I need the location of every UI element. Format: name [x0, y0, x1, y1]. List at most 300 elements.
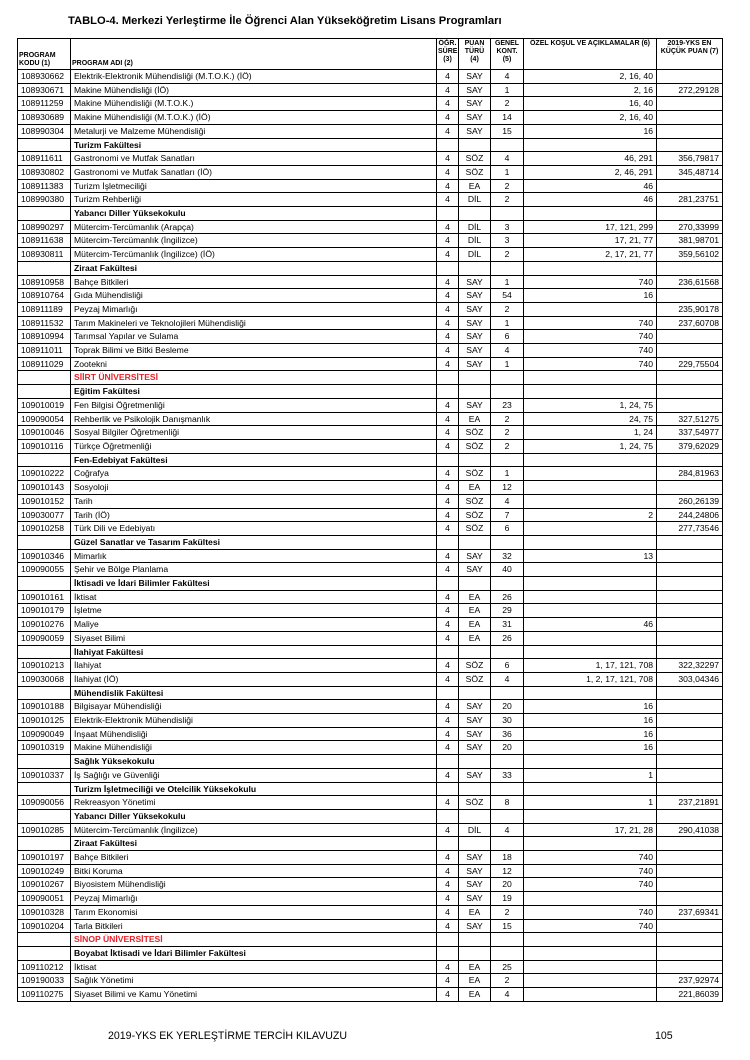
- empty-cell: [18, 686, 71, 700]
- quota-cell: 25: [491, 960, 524, 974]
- score-type-cell: SAY: [459, 111, 491, 125]
- table-row: [18, 864, 723, 878]
- empty-cell: [437, 577, 459, 591]
- score-type-cell: SÖZ: [459, 439, 491, 453]
- min-score-cell: 237,60708: [657, 316, 723, 330]
- program-name-cell: Mütercim-Tercümanlık (Arapça): [71, 220, 437, 234]
- empty-cell: [657, 686, 723, 700]
- table-row: [18, 741, 723, 755]
- notes-cell: 2, 46, 291: [524, 165, 657, 179]
- table-row: [18, 316, 723, 330]
- min-score-cell: 236,61568: [657, 275, 723, 289]
- faculty-header-row: [18, 755, 723, 769]
- quota-cell: 2: [491, 248, 524, 262]
- table-title: TABLO-4. Merkezi Yerleştirme İle Öğrenci Alan Yükseköğretim Lisans Programları: [68, 15, 502, 27]
- empty-cell: [657, 385, 723, 399]
- program-name-cell: İlahiyat (İÖ): [71, 672, 437, 686]
- empty-cell: [459, 535, 491, 549]
- quota-cell: 1: [491, 316, 524, 330]
- program-name-cell: Rekreasyon Yönetimi: [71, 796, 437, 810]
- min-score-cell: 337,54977: [657, 426, 723, 440]
- score-type-cell: SÖZ: [459, 152, 491, 166]
- program-code-cell: 109010258: [18, 522, 71, 536]
- duration-cell: 4: [437, 70, 459, 84]
- program-name-cell: Bahçe Bitkileri: [71, 275, 437, 289]
- table-row: [18, 234, 723, 248]
- program-code-cell: 108990297: [18, 220, 71, 234]
- quota-cell: 4: [491, 344, 524, 358]
- faculty-name: Yabancı Diller Yüksekokulu: [71, 207, 437, 221]
- faculty-header-row: [18, 947, 723, 961]
- min-score-cell: 277,73546: [657, 522, 723, 536]
- min-score-cell: [657, 289, 723, 303]
- duration-cell: 4: [437, 412, 459, 426]
- min-score-cell: 345,48714: [657, 165, 723, 179]
- quota-cell: 6: [491, 330, 524, 344]
- duration-cell: 4: [437, 439, 459, 453]
- notes-cell: 1, 24, 75: [524, 439, 657, 453]
- faculty-header-row: [18, 385, 723, 399]
- duration-cell: 4: [437, 549, 459, 563]
- quota-cell: 31: [491, 618, 524, 632]
- notes-cell: 2, 16: [524, 83, 657, 97]
- empty-cell: [437, 686, 459, 700]
- score-type-cell: SAY: [459, 316, 491, 330]
- notes-cell: 16: [524, 289, 657, 303]
- quota-cell: 2: [491, 179, 524, 193]
- table-row: [18, 97, 723, 111]
- program-code-cell: 108930689: [18, 111, 71, 125]
- duration-cell: 4: [437, 522, 459, 536]
- notes-cell: [524, 892, 657, 906]
- quota-cell: 3: [491, 234, 524, 248]
- program-code-cell: 109010285: [18, 823, 71, 837]
- notes-cell: 1: [524, 768, 657, 782]
- table-row: [18, 796, 723, 810]
- notes-cell: [524, 960, 657, 974]
- quota-cell: 4: [491, 494, 524, 508]
- program-name-cell: Siyaset Bilimi ve Kamu Yönetimi: [71, 988, 437, 1002]
- faculty-name: Güzel Sanatlar ve Tasarım Fakültesi: [71, 535, 437, 549]
- quota-cell: 14: [491, 111, 524, 125]
- duration-cell: 4: [437, 275, 459, 289]
- duration-cell: 4: [437, 741, 459, 755]
- program-code-cell: 109190033: [18, 974, 71, 988]
- notes-cell: 2: [524, 508, 657, 522]
- program-name-cell: Peyzaj Mimarlığı: [71, 892, 437, 906]
- table-row: [18, 823, 723, 837]
- table-row: [18, 83, 723, 97]
- program-name-cell: Toprak Bilimi ve Bitki Besleme: [71, 344, 437, 358]
- quota-cell: 2: [491, 193, 524, 207]
- score-type-cell: DİL: [459, 234, 491, 248]
- duration-cell: 4: [437, 563, 459, 577]
- faculty-header-row: [18, 809, 723, 823]
- min-score-cell: [657, 590, 723, 604]
- duration-cell: 4: [437, 111, 459, 125]
- notes-cell: 1: [524, 796, 657, 810]
- program-name-cell: Mütercim-Tercümanlık (İngilizce): [71, 234, 437, 248]
- notes-cell: 740: [524, 316, 657, 330]
- program-name-cell: İlahiyat: [71, 659, 437, 673]
- empty-cell: [657, 577, 723, 591]
- empty-cell: [657, 933, 723, 947]
- score-type-cell: DİL: [459, 823, 491, 837]
- program-name-cell: Makine Mühendisliği (M.T.O.K.): [71, 97, 437, 111]
- table-row: [18, 330, 723, 344]
- notes-cell: 1, 17, 121, 708: [524, 659, 657, 673]
- empty-cell: [524, 371, 657, 385]
- quota-cell: 19: [491, 892, 524, 906]
- notes-cell: [524, 974, 657, 988]
- empty-cell: [18, 933, 71, 947]
- table-row: [18, 302, 723, 316]
- table-row: [18, 988, 723, 1002]
- notes-cell: 1, 24: [524, 426, 657, 440]
- program-name-cell: Türk Dili ve Edebiyatı: [71, 522, 437, 536]
- score-type-cell: EA: [459, 905, 491, 919]
- table-row: [18, 398, 723, 412]
- university-name: SİNOP ÜNİVERSİTESİ: [71, 933, 437, 947]
- min-score-cell: [657, 330, 723, 344]
- duration-cell: 4: [437, 590, 459, 604]
- faculty-name: Turizm Fakültesi: [71, 138, 437, 152]
- empty-cell: [657, 453, 723, 467]
- notes-cell: 46: [524, 618, 657, 632]
- duration-cell: 4: [437, 316, 459, 330]
- table-row: [18, 631, 723, 645]
- empty-cell: [459, 645, 491, 659]
- empty-cell: [524, 261, 657, 275]
- table-body: [18, 70, 723, 1002]
- empty-cell: [18, 577, 71, 591]
- table-row: [18, 426, 723, 440]
- empty-cell: [491, 947, 524, 961]
- quota-cell: 4: [491, 823, 524, 837]
- empty-cell: [491, 755, 524, 769]
- empty-cell: [524, 453, 657, 467]
- program-name-cell: Mimarlık: [71, 549, 437, 563]
- program-code-cell: 108911611: [18, 152, 71, 166]
- program-name-cell: Metalurji ve Malzeme Mühendisliği: [71, 124, 437, 138]
- faculty-name: Yabancı Diller Yüksekokulu: [71, 809, 437, 823]
- duration-cell: 4: [437, 494, 459, 508]
- empty-cell: [491, 535, 524, 549]
- table-row: [18, 522, 723, 536]
- table-row: [18, 659, 723, 673]
- notes-cell: 740: [524, 851, 657, 865]
- table-row: [18, 672, 723, 686]
- empty-cell: [459, 755, 491, 769]
- programs-table: [17, 38, 723, 1002]
- program-name-cell: İktisat: [71, 590, 437, 604]
- faculty-name: Mühendislik Fakültesi: [71, 686, 437, 700]
- notes-cell: 1, 24, 75: [524, 398, 657, 412]
- notes-cell: [524, 590, 657, 604]
- quota-cell: 2: [491, 974, 524, 988]
- min-score-cell: [657, 481, 723, 495]
- empty-cell: [437, 385, 459, 399]
- empty-cell: [657, 535, 723, 549]
- program-code-cell: 109030077: [18, 508, 71, 522]
- program-code-cell: 108911011: [18, 344, 71, 358]
- quota-cell: 1: [491, 83, 524, 97]
- score-type-cell: SAY: [459, 398, 491, 412]
- faculty-name: Ziraat Fakültesi: [71, 261, 437, 275]
- empty-cell: [459, 686, 491, 700]
- score-type-cell: EA: [459, 618, 491, 632]
- quota-cell: 1: [491, 275, 524, 289]
- empty-cell: [657, 261, 723, 275]
- empty-cell: [491, 782, 524, 796]
- faculty-name: Fen-Edebiyat Fakültesi: [71, 453, 437, 467]
- score-type-cell: SÖZ: [459, 659, 491, 673]
- empty-cell: [491, 809, 524, 823]
- program-code-cell: 108911638: [18, 234, 71, 248]
- program-name-cell: İktisat: [71, 960, 437, 974]
- score-type-cell: SAY: [459, 878, 491, 892]
- duration-cell: 4: [437, 152, 459, 166]
- duration-cell: 4: [437, 878, 459, 892]
- quota-cell: 12: [491, 864, 524, 878]
- min-score-cell: [657, 111, 723, 125]
- program-name-cell: Zootekni: [71, 357, 437, 371]
- duration-cell: 4: [437, 481, 459, 495]
- program-name-cell: Maliye: [71, 618, 437, 632]
- program-name-cell: Rehberlik ve Psikolojik Danışmanlık: [71, 412, 437, 426]
- score-type-cell: EA: [459, 631, 491, 645]
- faculty-name: Sağlık Yüksekokulu: [71, 755, 437, 769]
- faculty-name: Eğitim Fakültesi: [71, 385, 437, 399]
- quota-cell: 4: [491, 988, 524, 1002]
- notes-cell: [524, 467, 657, 481]
- empty-cell: [524, 686, 657, 700]
- table-row: [18, 193, 723, 207]
- notes-cell: 24, 75: [524, 412, 657, 426]
- duration-cell: 4: [437, 892, 459, 906]
- program-name-cell: Fen Bilgisi Öğretmenliği: [71, 398, 437, 412]
- empty-cell: [524, 138, 657, 152]
- quota-cell: 15: [491, 124, 524, 138]
- quota-cell: 20: [491, 878, 524, 892]
- program-code-cell: 108911189: [18, 302, 71, 316]
- program-name-cell: Turizm İşletmeciliği: [71, 179, 437, 193]
- quota-cell: 20: [491, 700, 524, 714]
- min-score-cell: [657, 741, 723, 755]
- empty-cell: [491, 686, 524, 700]
- quota-cell: 7: [491, 508, 524, 522]
- program-code-cell: 109010046: [18, 426, 71, 440]
- duration-cell: 4: [437, 508, 459, 522]
- header-min-score: 2019-YKS EN KÜÇÜK PUAN (7): [657, 39, 723, 70]
- faculty-name: Ziraat Fakültesi: [71, 837, 437, 851]
- faculty-header-row: [18, 535, 723, 549]
- min-score-cell: 260,26139: [657, 494, 723, 508]
- notes-cell: 17, 21, 28: [524, 823, 657, 837]
- program-code-cell: 109010161: [18, 590, 71, 604]
- quota-cell: 6: [491, 522, 524, 536]
- empty-cell: [657, 782, 723, 796]
- duration-cell: 4: [437, 289, 459, 303]
- score-type-cell: SAY: [459, 727, 491, 741]
- duration-cell: 4: [437, 974, 459, 988]
- quota-cell: 1: [491, 467, 524, 481]
- program-code-cell: 109010213: [18, 659, 71, 673]
- min-score-cell: [657, 960, 723, 974]
- min-score-cell: [657, 714, 723, 728]
- empty-cell: [437, 261, 459, 275]
- min-score-cell: 244,24806: [657, 508, 723, 522]
- notes-cell: [524, 481, 657, 495]
- program-code-cell: 109090059: [18, 631, 71, 645]
- duration-cell: 4: [437, 714, 459, 728]
- faculty-name: Boyabat İktisadi ve İdari Bilimler Fakültesi: [71, 947, 437, 961]
- min-score-cell: 270,33999: [657, 220, 723, 234]
- table-row: [18, 467, 723, 481]
- empty-cell: [18, 809, 71, 823]
- program-name-cell: Makine Mühendisliği (İÖ): [71, 83, 437, 97]
- score-type-cell: SAY: [459, 741, 491, 755]
- empty-cell: [524, 755, 657, 769]
- empty-cell: [524, 645, 657, 659]
- score-type-cell: SAY: [459, 70, 491, 84]
- empty-cell: [437, 138, 459, 152]
- program-code-cell: 109090054: [18, 412, 71, 426]
- header-notes: ÖZEL KOŞUL VE AÇIKLAMALAR (6): [524, 39, 657, 70]
- score-type-cell: SAY: [459, 864, 491, 878]
- table-row: [18, 481, 723, 495]
- empty-cell: [657, 755, 723, 769]
- table-row: [18, 289, 723, 303]
- score-type-cell: SAY: [459, 549, 491, 563]
- program-code-cell: 109010152: [18, 494, 71, 508]
- faculty-name: İktisadi ve İdari Bilimler Fakültesi: [71, 577, 437, 591]
- program-name-cell: Bilgisayar Mühendisliği: [71, 700, 437, 714]
- university-name: SİİRT ÜNİVERSİTESİ: [71, 371, 437, 385]
- quota-cell: 6: [491, 659, 524, 673]
- notes-cell: [524, 631, 657, 645]
- notes-cell: 740: [524, 357, 657, 371]
- program-name-cell: Mütercim-Tercümanlık (İngilizce): [71, 823, 437, 837]
- notes-cell: 16, 40: [524, 97, 657, 111]
- empty-cell: [437, 947, 459, 961]
- program-name-cell: Sağlık Yönetimi: [71, 974, 437, 988]
- empty-cell: [524, 577, 657, 591]
- program-name-cell: Siyaset Bilimi: [71, 631, 437, 645]
- empty-cell: [437, 755, 459, 769]
- program-name-cell: Gıda Mühendisliği: [71, 289, 437, 303]
- program-code-cell: 109090055: [18, 563, 71, 577]
- footer-guide-title: 2019-YKS EK YERLEŞTİRME TERCİH KILAVUZU: [108, 1030, 348, 1042]
- min-score-cell: 237,21891: [657, 796, 723, 810]
- empty-cell: [459, 933, 491, 947]
- quota-cell: 15: [491, 919, 524, 933]
- quota-cell: 2: [491, 412, 524, 426]
- duration-cell: 4: [437, 631, 459, 645]
- score-type-cell: EA: [459, 179, 491, 193]
- min-score-cell: 381,98701: [657, 234, 723, 248]
- empty-cell: [524, 207, 657, 221]
- duration-cell: 4: [437, 905, 459, 919]
- min-score-cell: 327,51275: [657, 412, 723, 426]
- empty-cell: [437, 535, 459, 549]
- notes-cell: 16: [524, 741, 657, 755]
- min-score-cell: [657, 124, 723, 138]
- notes-cell: 740: [524, 275, 657, 289]
- table-row: [18, 165, 723, 179]
- empty-cell: [491, 261, 524, 275]
- notes-cell: [524, 302, 657, 316]
- program-name-cell: Makine Mühendisliği (M.T.O.K.) (İÖ): [71, 111, 437, 125]
- score-type-cell: DİL: [459, 220, 491, 234]
- program-code-cell: 109030068: [18, 672, 71, 686]
- empty-cell: [491, 371, 524, 385]
- score-type-cell: DİL: [459, 193, 491, 207]
- min-score-cell: [657, 631, 723, 645]
- score-type-cell: SÖZ: [459, 796, 491, 810]
- program-code-cell: 109010125: [18, 714, 71, 728]
- program-code-cell: 109090049: [18, 727, 71, 741]
- duration-cell: 4: [437, 248, 459, 262]
- quota-cell: 2: [491, 439, 524, 453]
- program-name-cell: Gastronomi ve Mutfak Sanatları: [71, 152, 437, 166]
- min-score-cell: [657, 768, 723, 782]
- program-name-cell: Bitki Koruma: [71, 864, 437, 878]
- duration-cell: 4: [437, 727, 459, 741]
- table-row: [18, 248, 723, 262]
- min-score-cell: 290,41038: [657, 823, 723, 837]
- program-code-cell: 108930671: [18, 83, 71, 97]
- empty-cell: [657, 138, 723, 152]
- duration-cell: 4: [437, 193, 459, 207]
- duration-cell: 4: [437, 823, 459, 837]
- notes-cell: 16: [524, 714, 657, 728]
- faculty-name: İlahiyat Fakültesi: [71, 645, 437, 659]
- table-row: [18, 700, 723, 714]
- empty-cell: [459, 371, 491, 385]
- program-name-cell: İş Sağlığı ve Güvenliği: [71, 768, 437, 782]
- program-code-cell: 109010267: [18, 878, 71, 892]
- quota-cell: 18: [491, 851, 524, 865]
- score-type-cell: SAY: [459, 97, 491, 111]
- notes-cell: [524, 522, 657, 536]
- score-type-cell: SAY: [459, 851, 491, 865]
- program-name-cell: Tarım Ekonomisi: [71, 905, 437, 919]
- empty-cell: [524, 782, 657, 796]
- notes-cell: 13: [524, 549, 657, 563]
- program-code-cell: 109090051: [18, 892, 71, 906]
- duration-cell: 4: [437, 960, 459, 974]
- score-type-cell: SÖZ: [459, 467, 491, 481]
- score-type-cell: SAY: [459, 563, 491, 577]
- table-row: [18, 604, 723, 618]
- quota-cell: 12: [491, 481, 524, 495]
- min-score-cell: [657, 549, 723, 563]
- table-row: [18, 220, 723, 234]
- notes-cell: 740: [524, 919, 657, 933]
- empty-cell: [491, 385, 524, 399]
- quota-cell: 23: [491, 398, 524, 412]
- duration-cell: 4: [437, 768, 459, 782]
- duration-cell: 4: [437, 659, 459, 673]
- duration-cell: 4: [437, 796, 459, 810]
- score-type-cell: SÖZ: [459, 508, 491, 522]
- program-code-cell: 109010197: [18, 851, 71, 865]
- empty-cell: [459, 207, 491, 221]
- duration-cell: 4: [437, 672, 459, 686]
- empty-cell: [491, 933, 524, 947]
- duration-cell: 4: [437, 220, 459, 234]
